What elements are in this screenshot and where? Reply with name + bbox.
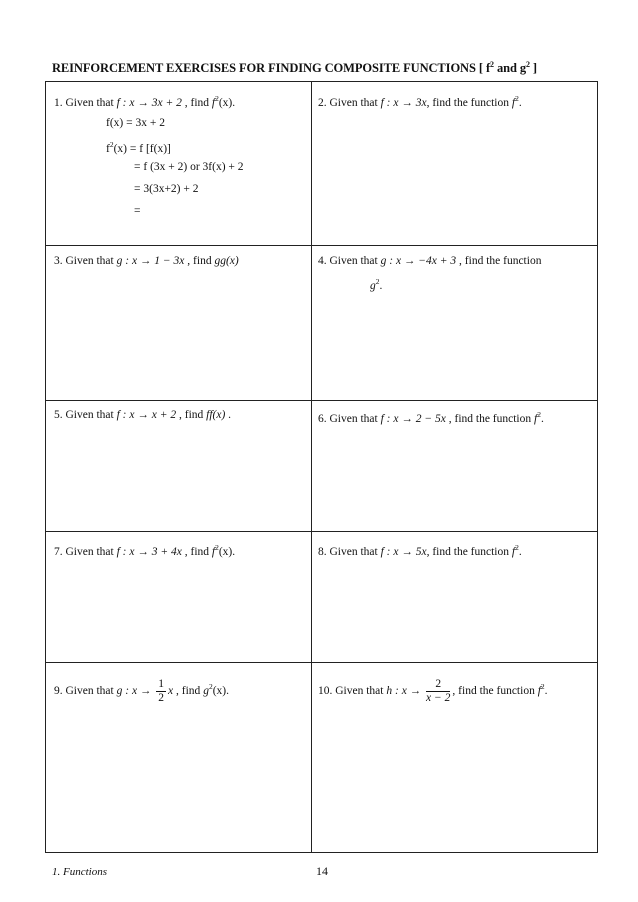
worked-line-5: = (134, 205, 141, 217)
exercise-3 (54, 254, 309, 268)
title-mid: and g (493, 61, 526, 76)
worked-line-2-f: f (106, 143, 110, 155)
exercise-4 (318, 254, 596, 293)
page-number: 14 (316, 864, 328, 878)
exercise-6 (318, 408, 596, 426)
title-sup-g: 2 (525, 60, 530, 69)
q9-denominator: 2 (158, 692, 165, 704)
q10-end: . (544, 685, 548, 698)
q7-target-sup: 2 (215, 543, 219, 552)
worked-line-2-arg: (x) (113, 143, 130, 155)
question-10-text (318, 678, 596, 705)
question-2-text (318, 92, 596, 110)
q10-prefix: 10. Given that (318, 685, 387, 698)
q4-target-sup: 2 (375, 277, 380, 286)
q1-prefix: 1. Given that (54, 97, 117, 109)
q3-target: gg(x) (214, 255, 239, 267)
q6-target-sup: 2 (537, 410, 541, 419)
q1-target: f (211, 97, 216, 109)
q5-mid: , find (176, 409, 207, 421)
q5-prefix: 5. Given that (54, 409, 117, 421)
q10-denominator: x − 2 (426, 692, 451, 704)
worked-line-2-sup: 2 (109, 140, 114, 149)
q7-mid: , find (181, 546, 212, 558)
q10-mid: , find the function (452, 685, 538, 698)
q3-function: g : x → 1 − 3x (116, 255, 185, 267)
q8-target-sup: 2 (515, 543, 519, 552)
q7-function: f : x → 3 + 4x (116, 546, 182, 558)
q1-target-arg: (x). (218, 97, 236, 109)
q1-function: f : x → 3x + 2 (116, 97, 182, 109)
q2-prefix: 2. Given that (318, 97, 381, 109)
title-sup-f: 2 (490, 60, 494, 69)
q5-end: . (225, 409, 232, 421)
q9-function-pre: g : x → (116, 685, 155, 698)
question-7-text (54, 541, 309, 559)
question-3-text (54, 254, 309, 268)
worked-line-4: = 3(3x+2) + 2 (134, 183, 199, 195)
q7-target: f (211, 546, 216, 558)
q9-prefix: 9. Given that (54, 685, 117, 698)
exercise-10 (318, 678, 596, 705)
q3-prefix: 3. Given that (54, 255, 117, 267)
exercise-5 (54, 408, 309, 422)
question-5-text (54, 408, 309, 422)
q1-find: , find (181, 97, 212, 109)
q2-target: f (511, 97, 516, 109)
q8-end: . (518, 546, 522, 558)
footer-section: 1. Functions (52, 866, 107, 878)
q2-function: f : x → 3x (380, 97, 427, 109)
q6-target: f (534, 413, 538, 425)
q5-function: f : x → x + 2 (116, 409, 177, 421)
row-divider (46, 662, 597, 663)
exercise-8 (318, 541, 596, 559)
q8-prefix: 8. Given that (318, 546, 381, 558)
q6-function: f : x → 2 − 5x (380, 413, 446, 425)
q5-target: ff(x) (206, 409, 226, 421)
title-text: REINFORCEMENT EXERCISES FOR FINDING COMPOSITE FUNCTIONS [ f (52, 61, 491, 76)
exercise-9 (54, 678, 309, 705)
row-divider (46, 245, 597, 246)
question-9-text (54, 678, 309, 705)
q2-target-sup: 2 (515, 94, 519, 103)
question-1-text (54, 92, 309, 110)
q6-mid: , find the function (445, 413, 535, 425)
q1-target-sup: 2 (215, 94, 219, 103)
question-8-text (318, 541, 596, 559)
worked-line-2 (106, 138, 171, 156)
q4-target: g (370, 280, 376, 292)
q2-mid: , find the function (426, 97, 512, 109)
q9-target: g (203, 685, 209, 698)
question-6-text (318, 408, 596, 426)
q8-function: f : x → 5x, (380, 546, 430, 558)
q9-mid: , find (173, 685, 204, 698)
row-divider (46, 531, 597, 532)
question-4-text (318, 254, 596, 268)
worked-line-1: f(x) = 3x + 2 (106, 117, 165, 129)
q10-fraction (426, 678, 450, 705)
exercise-grid (45, 81, 598, 853)
worked-line-3: = f (3x + 2) or 3f(x) + 2 (134, 161, 244, 173)
q9-numerator: 1 (158, 678, 165, 690)
q4-end: . (379, 280, 383, 292)
worksheet-title (52, 60, 537, 76)
exercise-7 (54, 541, 309, 559)
q9-target-arg: (x). (212, 685, 229, 698)
q7-target-arg: (x). (218, 546, 236, 558)
q4-prefix: 4. Given that (318, 255, 381, 267)
q8-mid: find the function (429, 546, 512, 558)
q9-fraction (156, 678, 166, 705)
q8-target: f (511, 546, 516, 558)
q4-mid: , find the function (456, 255, 542, 267)
q10-numerator: 2 (426, 678, 450, 692)
question-4-target-line (318, 275, 596, 293)
q6-end: . (540, 413, 544, 425)
q3-mid: , find (184, 255, 215, 267)
q7-prefix: 7. Given that (54, 546, 117, 558)
column-divider (311, 82, 312, 852)
worked-line-2-rhs: = f [f(x)] (129, 143, 171, 155)
q10-function-pre: h : x → (386, 685, 425, 698)
row-divider (46, 400, 597, 401)
q6-prefix: 6. Given that (318, 413, 381, 425)
q10-target: f (537, 685, 541, 698)
q4-function: g : x → −4x + 3 (380, 255, 457, 267)
q9-target-sup: 2 (208, 682, 213, 692)
exercise-1 (54, 92, 309, 242)
q10-target-sup: 2 (540, 682, 545, 692)
title-end: ] (529, 61, 537, 76)
q2-end: . (518, 97, 522, 109)
exercise-2 (318, 92, 596, 110)
q9-function-post: x (168, 685, 174, 698)
